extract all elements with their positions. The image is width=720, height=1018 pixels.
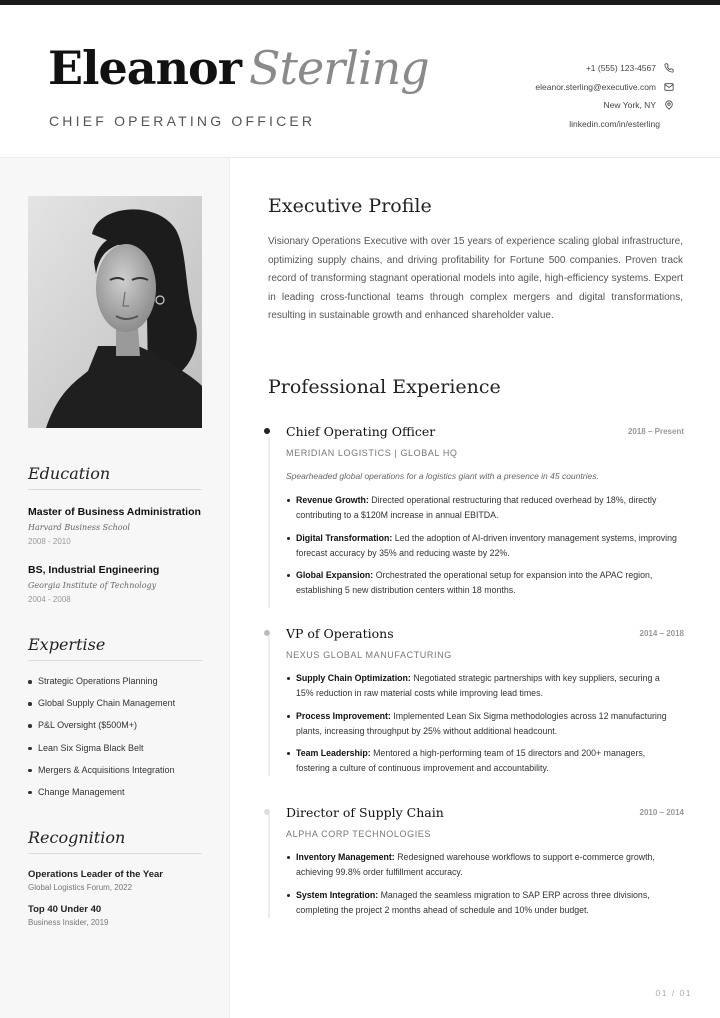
expertise-item: Global Supply Chain Management: [28, 698, 208, 720]
achievement-label: Revenue Growth:: [296, 495, 369, 505]
recognition-subtitle: Business Insider, 2019: [28, 918, 109, 927]
education-item: [28, 564, 208, 604]
first-name: Eleanor: [48, 41, 241, 95]
education-heading: Education: [28, 464, 202, 490]
profile-heading: Executive Profile: [268, 195, 432, 217]
achievement-label: Team Leadership:: [296, 748, 371, 758]
timeline-line: [268, 438, 270, 608]
recognition-item: [28, 904, 218, 927]
expertise-item: Change Management: [28, 787, 208, 809]
position-summary: Spearheaded global operations for a logistics giant with a presence in 45 countries.: [286, 471, 599, 481]
education-school: Harvard Business School: [28, 523, 130, 532]
achievement-label: Supply Chain Optimization:: [296, 673, 411, 683]
position-title: VP of Operations: [286, 626, 394, 641]
achievement-list: [286, 850, 678, 925]
contact-phone[interactable]: [414, 59, 674, 78]
resume-header: [0, 5, 720, 158]
contact-location: [414, 96, 674, 115]
location-pin-icon: [664, 100, 674, 110]
achievement-text: Managed the seamless migration to SAP ERP across three divisions, completing the project 2 months ahead of schedule and 10% under budget.: [296, 889, 650, 915]
achievement-label: Inventory Management:: [296, 852, 395, 862]
timeline-dot: [264, 809, 270, 815]
achievement-label: System Integration:: [296, 889, 379, 900]
job-title: CHIEF OPERATING OFFICER: [49, 113, 316, 129]
achievement-item: [286, 746, 678, 776]
achievement-list: [286, 493, 678, 606]
education-years: 2008 - 2010: [28, 537, 71, 546]
company-name: ALPHA CORP TECHNOLOGIES: [286, 829, 432, 839]
contact-linkedin[interactable]: [414, 115, 674, 134]
profile-summary: Visionary Operations Executive with over 15 years of experience scaling global infrastructure, optimizing supply chains, and driving profitability for Fortune 500 companies. Proven track record of transforming stagnant operational models into agile, high-efficiency systems. Expert in leading cross-functional teams through complex mergers and digital transformations, resulting in sustainable growth and enhanced shareholder value.: [268, 236, 683, 322]
contact-list: [414, 59, 674, 133]
experience-heading: Professional Experience: [268, 376, 501, 398]
achievement-item: [286, 709, 678, 739]
education-degree: BS, Industrial Engineering: [28, 564, 160, 576]
timeline-dot: [264, 630, 270, 636]
phone-icon: [664, 63, 674, 73]
contact-location-text: New York, NY: [603, 100, 656, 111]
achievement-text: Led the adoption of AI-driven inventory management systems, improving forecast accuracy by 35% and reducing waste by 22%.: [296, 532, 677, 558]
recognition-heading: Recognition: [28, 828, 202, 854]
company-name: MERIDIAN LOGISTICS | GLOBAL HQ: [286, 448, 458, 458]
achievement-item: [286, 888, 678, 918]
profile-photo: [28, 196, 202, 428]
main-content: [231, 158, 720, 1018]
mail-icon: [664, 82, 674, 92]
contact-phone-text: +1 (555) 123-4567: [585, 63, 656, 74]
timeline-dot: [264, 428, 270, 434]
timeline-line: [268, 636, 270, 776]
achievement-item: [286, 671, 678, 701]
timeline-line: [268, 814, 270, 918]
achievement-text: Negotiated strategic partnerships with key suppliers, securing a 15% reduction in raw material costs while improving lead times.: [296, 673, 660, 698]
recognition-item: [28, 869, 218, 892]
expertise-item: Mergers & Acquisitions Integration: [28, 765, 208, 787]
position-dates: 2010 – 2014: [639, 808, 684, 817]
education-degree: Master of Business Administration: [28, 506, 201, 518]
achievement-item: [286, 568, 678, 598]
full-name: [48, 41, 429, 95]
page-number: 01 / 01: [655, 988, 692, 998]
education-item: [28, 506, 208, 546]
achievement-item: [286, 493, 678, 523]
achievement-label: Digital Transformation:: [296, 532, 393, 543]
position-title: Director of Supply Chain: [286, 805, 444, 820]
contact-email[interactable]: [414, 78, 674, 97]
education-school: Georgia Institute of Technology: [28, 581, 157, 590]
expertise-heading: Expertise: [28, 635, 202, 661]
achievement-label: Process Improvement:: [296, 710, 391, 721]
achievement-text: Mentored a high-performing team of 15 directors and 200+ managers, fostering a culture of continuous improvement and accountability.: [296, 748, 646, 773]
company-name: NEXUS GLOBAL MANUFACTURING: [286, 650, 452, 660]
education-years: 2004 - 2008: [28, 595, 71, 604]
achievement-label: Global Expansion:: [296, 570, 374, 580]
contact-email-text: eleanor.sterling@executive.com: [535, 81, 656, 92]
sidebar: [0, 158, 230, 1018]
achievement-text: Orchestrated the operational setup for expansion into the APAC region, establishing 5 new distribution centers within 18 months.: [296, 570, 653, 595]
last-name: Sterling: [248, 41, 429, 95]
achievement-item: [286, 531, 678, 561]
achievement-list: [286, 671, 678, 784]
expertise-item: Strategic Operations Planning: [28, 676, 208, 698]
contact-linkedin-text: linkedin.com/in/esterling: [569, 118, 660, 129]
position-dates: 2014 – 2018: [639, 629, 684, 638]
recognition-title: Operations Leader of the Year: [28, 869, 163, 880]
expertise-item: P&L Oversight ($500M+): [28, 720, 208, 742]
achievement-item: [286, 850, 678, 880]
achievement-text: Directed operational restructuring that reduced overhead by 18%, directly contributing to a $120M increase in annual EBITDA.: [296, 495, 657, 520]
position-dates: 2018 – Present: [627, 427, 684, 436]
expertise-list: [28, 676, 208, 809]
achievement-text: Implemented Lean Six Sigma methodologies across 12 manufacturing plants, increasing throughput by 25% without additional headcount.: [296, 710, 667, 736]
recognition-subtitle: Global Logistics Forum, 2022: [28, 883, 133, 892]
expertise-item: Lean Six Sigma Black Belt: [28, 743, 208, 765]
position-title: Chief Operating Officer: [286, 424, 436, 439]
achievement-text: Redesigned warehouse workflows to support e-commerce growth, achieving 99.8% order fulfillment accuracy.: [296, 852, 655, 877]
recognition-title: Top 40 Under 40: [28, 904, 102, 915]
